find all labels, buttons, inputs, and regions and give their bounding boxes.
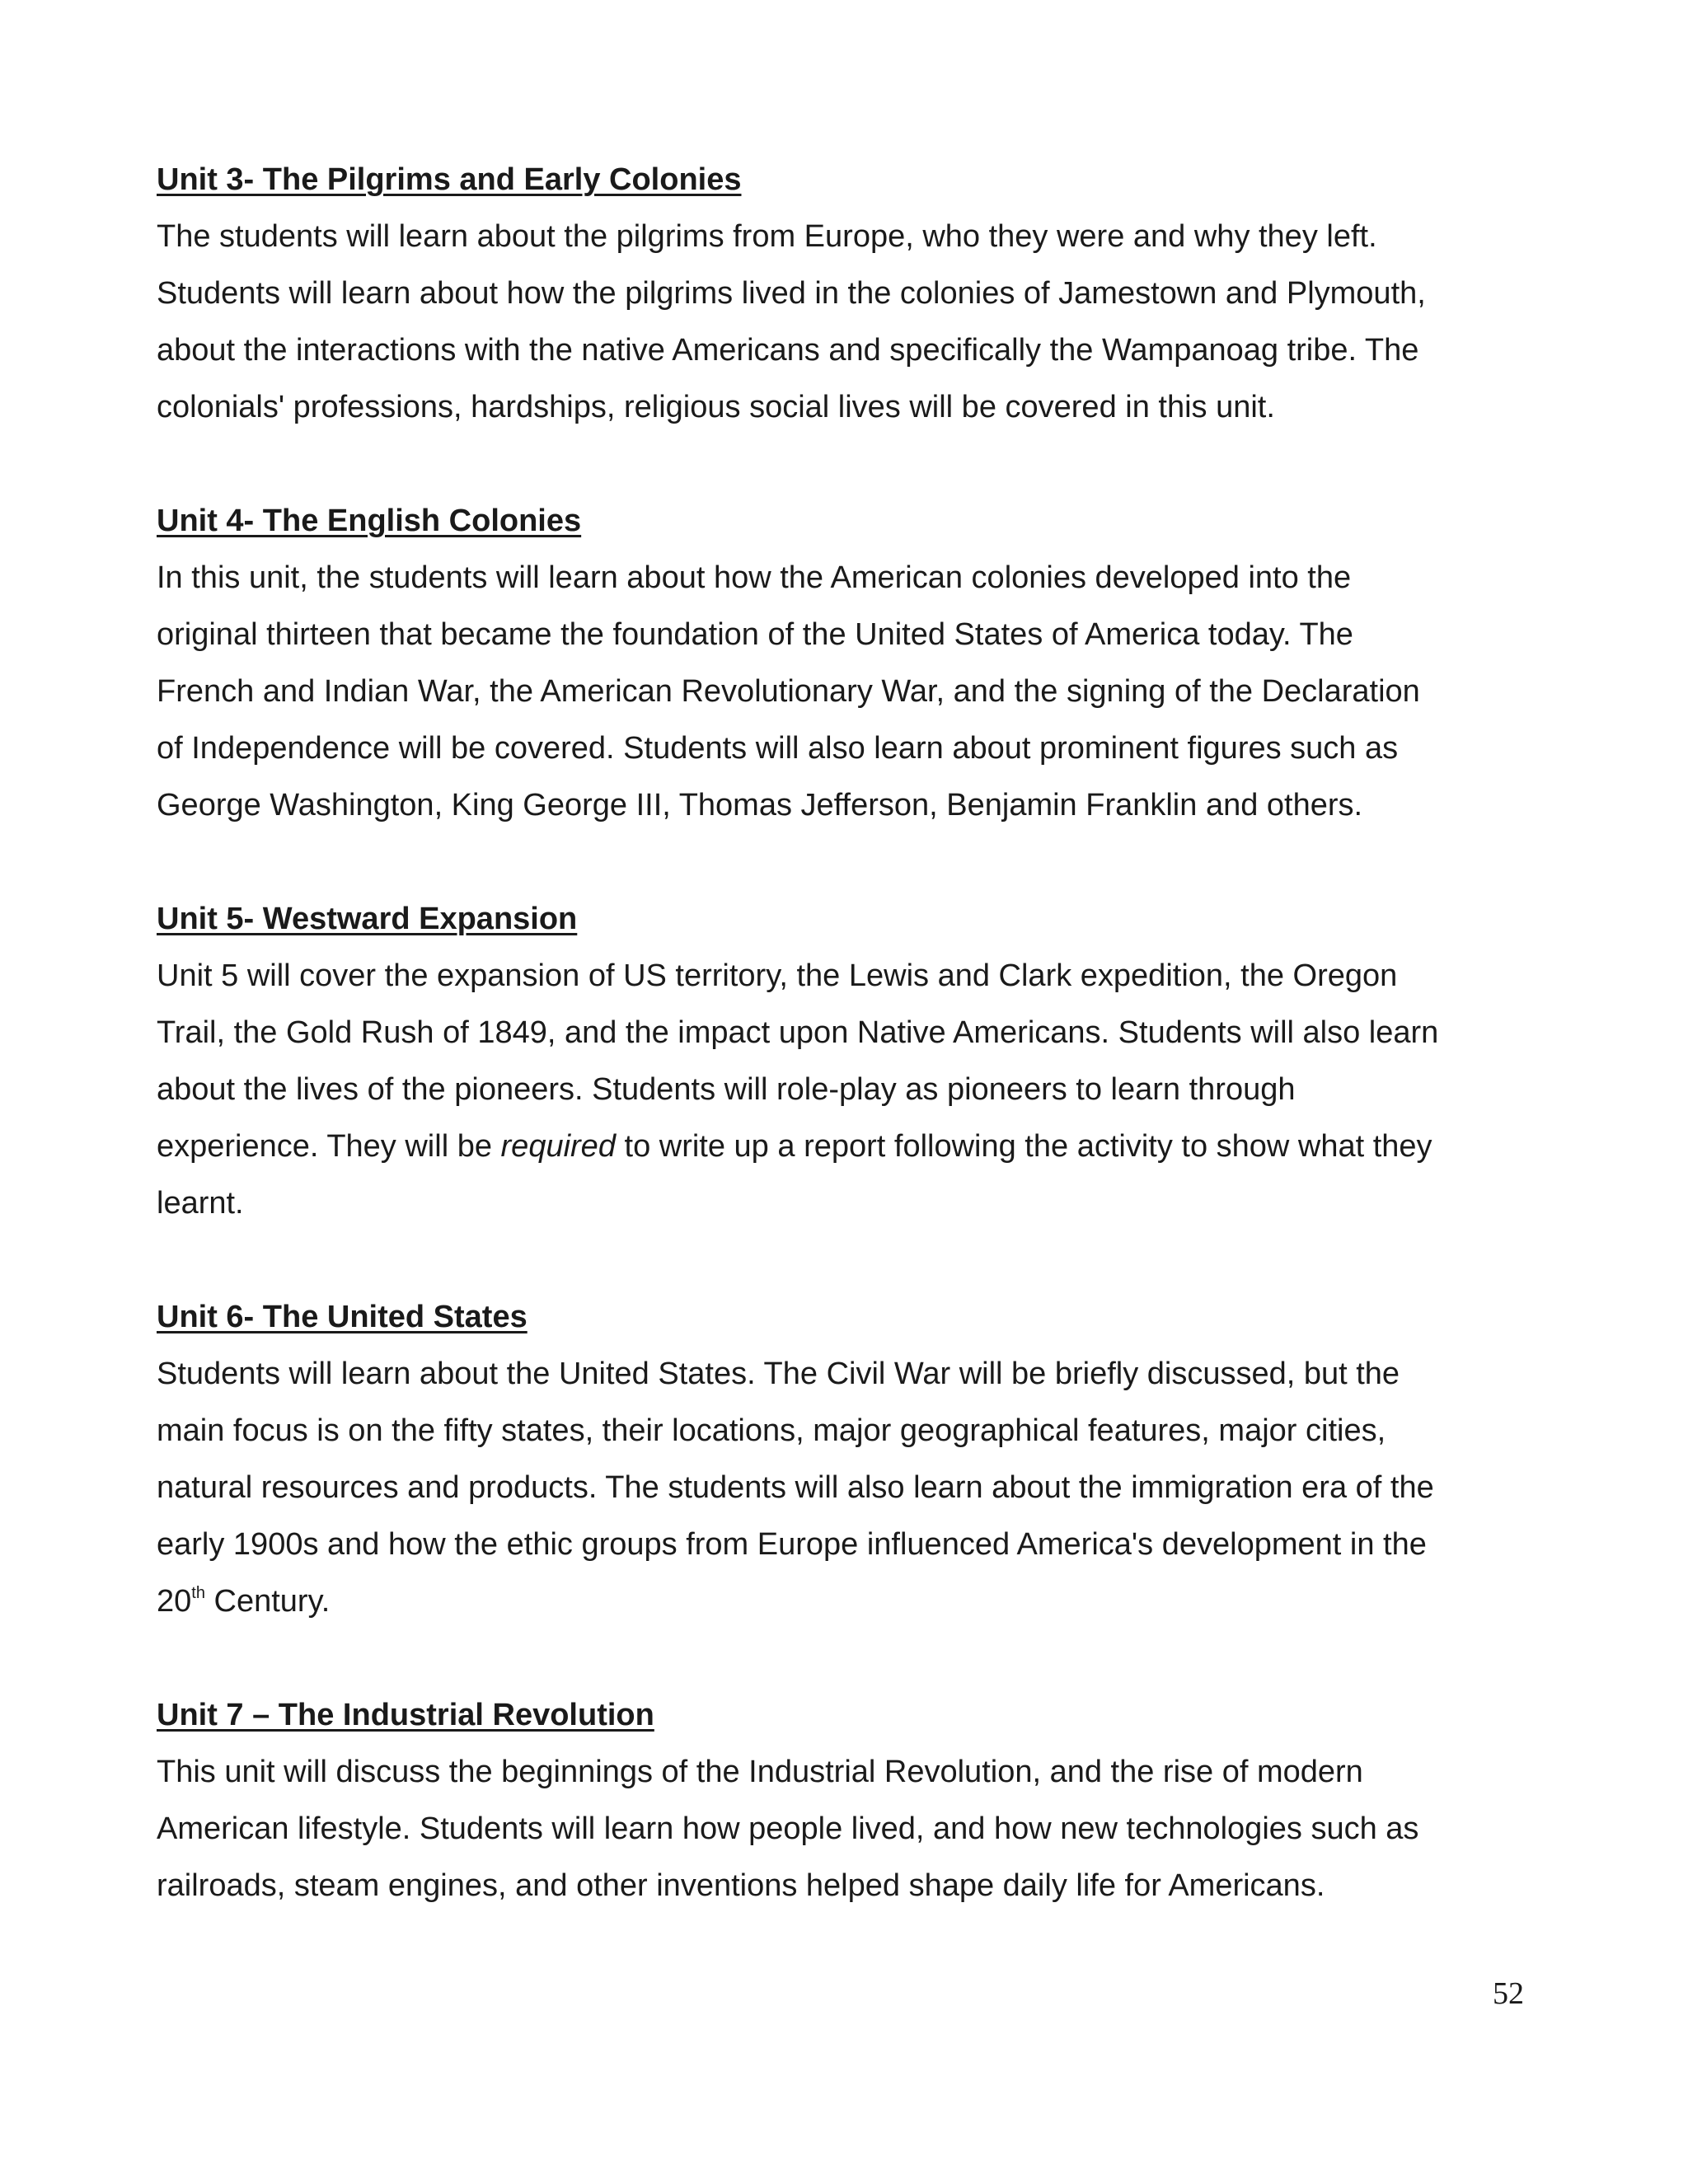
unit-4-line-3: French and Indian War, the American Revolutionary War, and the signing of the Declaration <box>157 674 1420 709</box>
unit-6-line-5 <box>157 1573 1541 1630</box>
document-page <box>157 152 1541 1971</box>
unit-3-line-2: Students will learn about how the pilgrims lived in the colonies of Jamestown and Plymouth, <box>157 276 1426 311</box>
unit-7-heading: Unit 7 – The Industrial Revolution <box>157 1698 654 1732</box>
unit-5-line-4 <box>157 1118 1541 1175</box>
unit-4-heading: Unit 4- The English Colonies <box>157 504 582 538</box>
unit-7-body <box>157 1744 1541 1915</box>
unit-5-line-5: learnt. <box>157 1186 244 1221</box>
unit-3-body <box>157 209 1541 436</box>
unit-4-line-4: of Independence will be covered. Students will also learn about prominent figures such as <box>157 731 1399 766</box>
unit-3-heading: Unit 3- The Pilgrims and Early Colonies <box>157 162 742 197</box>
unit-6-line-2: main focus is on the fifty states, their locations, major geographical features, major cities, <box>157 1413 1386 1448</box>
unit-7-line-1: This unit will discuss the beginnings of the Industrial Revolution, and the rise of modern <box>157 1755 1363 1789</box>
required-emphasis: required <box>500 1129 616 1164</box>
unit-5-heading: Unit 5- Westward Expansion <box>157 902 578 936</box>
unit-5-line-2: Trail, the Gold Rush of 1849, and the impact upon Native Americans. Students will also learn <box>157 1015 1439 1050</box>
unit-6-line-3: natural resources and products. The students will also learn about the immigration era of the <box>157 1470 1434 1505</box>
page-number: 52 <box>1493 1976 1524 2011</box>
unit-6-line-4: early 1900s and how the ethic groups from Europe influenced America's development in the <box>157 1527 1427 1562</box>
unit-4-line-1: In this unit, the students will learn about how the American colonies developed into the <box>157 560 1352 595</box>
unit-5-line-3: about the lives of the pioneers. Students will role-play as pioneers to learn through <box>157 1072 1296 1107</box>
unit-4-section <box>157 493 1541 834</box>
unit-5-body <box>157 948 1541 1232</box>
unit-6-heading: Unit 6- The United States <box>157 1300 528 1334</box>
unit-5-line-1: Unit 5 will cover the expansion of US territory, the Lewis and Clark expedition, the Oregon <box>157 958 1398 993</box>
unit-7-line-3: railroads, steam engines, and other inventions helped shape daily life for Americans. <box>157 1868 1325 1903</box>
unit-5-line-4-end: to write up a report following the activity to show what they <box>615 1129 1432 1164</box>
unit-7-section <box>157 1687 1541 1915</box>
unit-3-line-1: The students will learn about the pilgrims from Europe, who they were and why they left. <box>157 219 1377 254</box>
unit-4-line-2: original thirteen that became the foundation of the United States of America today. The <box>157 617 1353 652</box>
unit-6-body <box>157 1346 1541 1630</box>
unit-6-line-1: Students will learn about the United States. The Civil War will be briefly discussed, but the <box>157 1357 1400 1391</box>
unit-3-section <box>157 152 1541 436</box>
unit-3-line-4: colonials' professions, hardships, religious social lives will be covered in this unit. <box>157 390 1275 424</box>
century-number: 20 <box>157 1584 192 1619</box>
unit-5-section <box>157 891 1541 1232</box>
unit-7-line-2: American lifestyle. Students will learn how people lived, and how new technologies such as <box>157 1811 1419 1846</box>
unit-3-line-3: about the interactions with the native Americans and specifically the Wampanoag tribe. The <box>157 333 1419 368</box>
unit-4-line-5: George Washington, King George III, Thomas Jefferson, Benjamin Franklin and others. <box>157 788 1363 823</box>
unit-6-section <box>157 1289 1541 1630</box>
unit-5-line-4-start: experience. They will be <box>157 1129 501 1164</box>
ordinal-superscript: th <box>191 1584 205 1602</box>
century-text: Century. <box>204 1584 331 1619</box>
unit-4-body <box>157 550 1541 834</box>
